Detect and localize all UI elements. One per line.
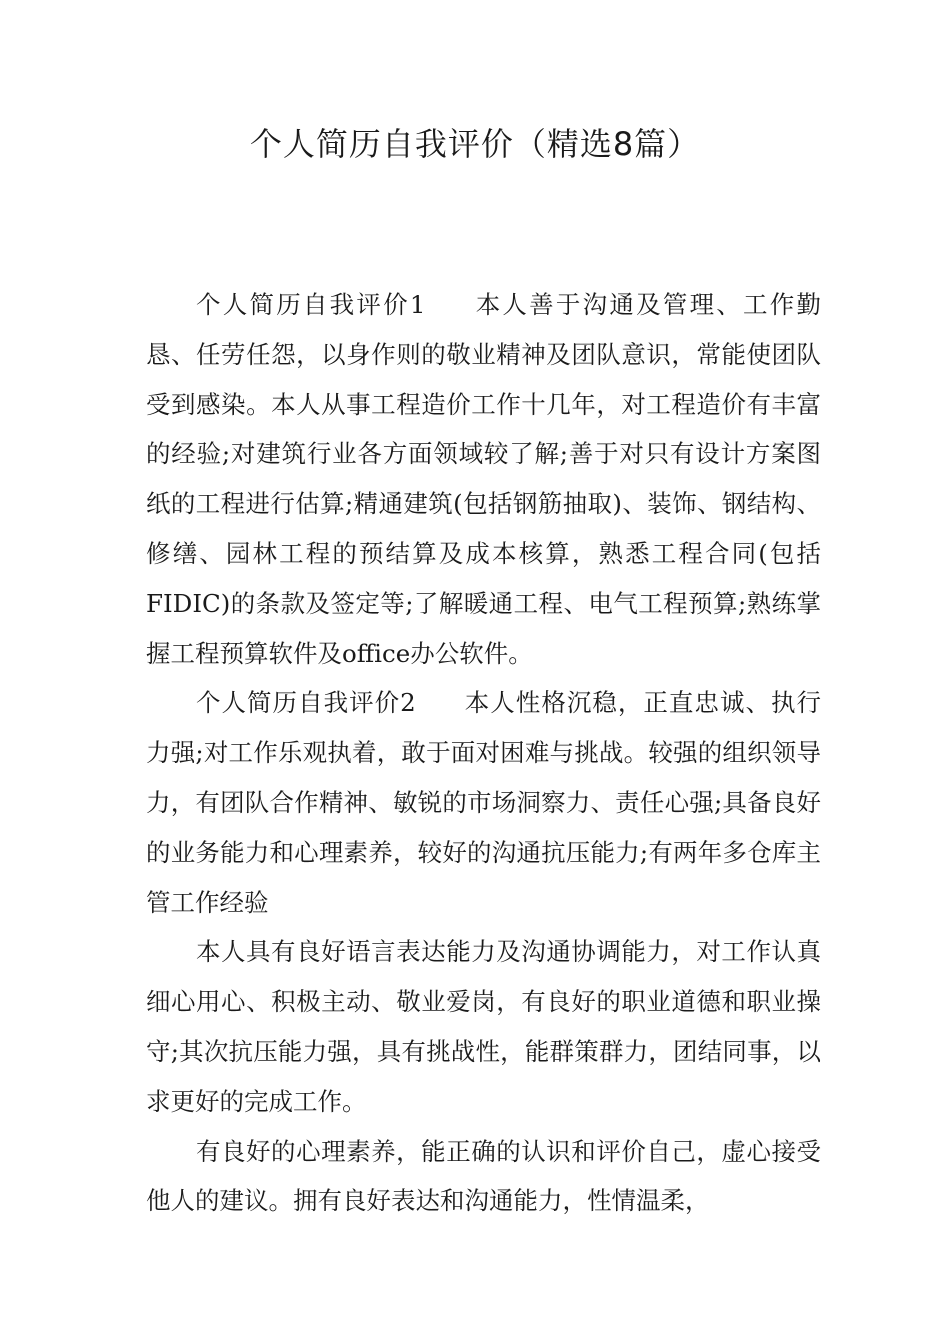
document-body [146, 280, 821, 1226]
document-title: 个人简历自我评价（精选8篇） [249, 125, 701, 163]
paragraph-heading: 个人简历自我评价1 [196, 290, 426, 319]
paragraph-text: 本人善于沟通及管理、工作勤恳、任劳任怨，以身作则的敬业精神及团队意识，常能使团队受到感染。本人从事工程造价工作十几年，对工程造价有丰富的经验;对建筑行业各方面领域较了解;善于对只有设计方案图纸的工程进行估算;精通建筑(包括钢筋抽取)、装饰、钢结构、修缮、园林工程的预结算及成本核算，熟悉工程合同(包括FIDIC)的条款及签定等;了解暖通工程、电气工程预算;熟练掌握工程预算软件及office办公软件。 [146, 290, 822, 668]
paragraph-3 [146, 927, 821, 1126]
paragraph-4 [146, 1127, 821, 1227]
paragraph-text: 本人性格沉稳，正直忠诚、执行力强;对工作乐观执着，敢于面对困难与挑战。较强的组织领导力，有团队合作精神、敏锐的市场洞察力、责任心强;具备良好的业务能力和心理素养，较好的沟通抗压能力;有两年多仓库主管工作经验 [146, 688, 822, 917]
paragraph-2 [146, 678, 821, 927]
paragraph-1 [146, 280, 821, 678]
paragraph-text: 有良好的心理素养，能正确的认识和评价自己，虚心接受他人的建议。拥有良好表达和沟通能力，性情温柔， [146, 1136, 821, 1216]
paragraph-heading: 个人简历自我评价2 [196, 688, 416, 718]
paragraph-text: 本人具有良好语言表达能力及沟通协调能力，对工作认真细心用心、积极主动、敬业爱岗，有良好的职业道德和职业操守;其次抗压能力强，具有挑战性，能群策群力，团结同事，以求更好的完成工作。 [146, 937, 821, 1116]
